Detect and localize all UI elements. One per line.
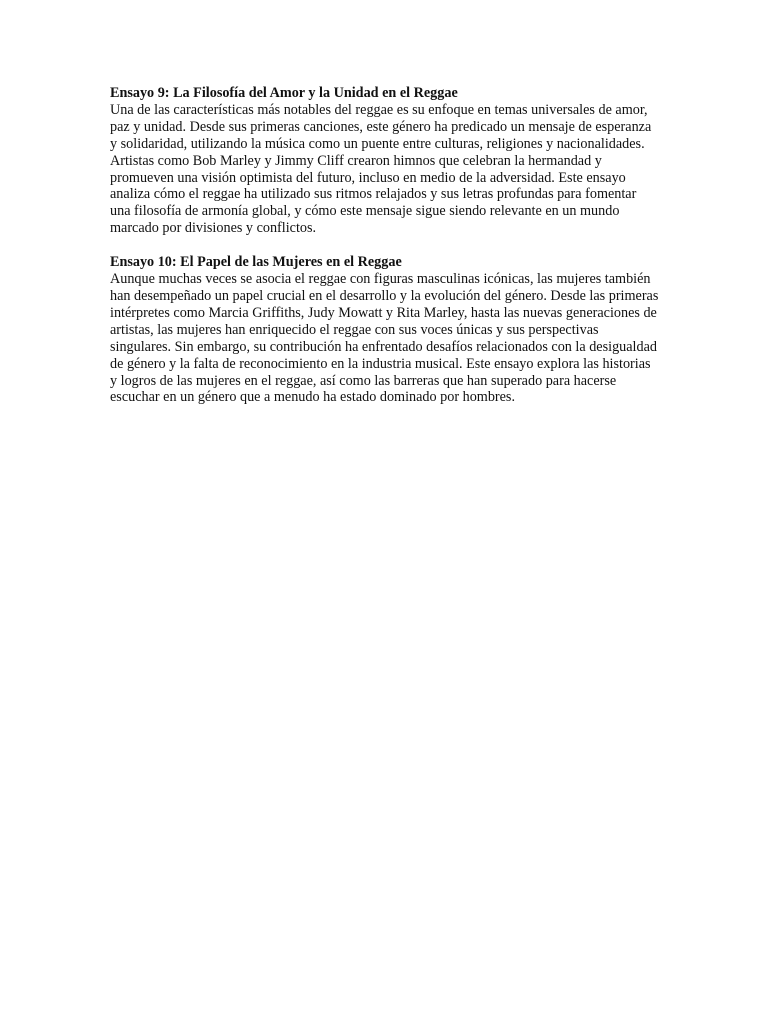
document-content bbox=[110, 85, 660, 406]
essay-title: Ensayo 9: La Filosofía del Amor y la Unidad en el Reggae bbox=[110, 85, 458, 101]
essay-section bbox=[110, 254, 660, 406]
essay-body: Aunque muchas veces se asocia el reggae con figuras masculinas icónicas, las mujeres también han desempeñado un papel crucial en el desarrollo y la evolución del género. Desde las primeras intérpretes como Marcia Griffiths, Judy Mowatt y Rita Marley, hasta las nuevas generaciones de artistas, las mujeres han enriquecido el reggae con sus voces únicas y sus perspectivas singulares. Sin embargo, su contribución ha enfrentado desafíos relacionados con la desigualdad de género y la falta de reconocimiento en la industria musical. Este ensayo explora las historias y logros de las mujeres en el reggae, así como las barreras que han superado para hacerse escuchar en un género que a menudo ha estado dominado por hombres. bbox=[110, 271, 659, 406]
essay-section bbox=[110, 85, 660, 237]
essay-title: Ensayo 10: El Papel de las Mujeres en el Reggae bbox=[110, 254, 402, 271]
essay-body: Una de las características más notables del reggae es su enfoque en temas universales de amor, paz y unidad. Desde sus primeras canciones, este género ha predicado un mensaje de esperanza y solidaridad, utilizando la música como un puente entre culturas, religiones y nacionalidades. Artistas como Bob Marley y Jimmy Cliff crearon himnos que celebran la hermandad y promueven una visión optimista del futuro, incluso en medio de la adversidad. Este ensayo analiza cómo el reggae ha utilizado sus ritmos relajados y sus letras profundas para fomentar una filosofía de armonía global, y cómo este mensaje sigue siendo relevante en un mundo marcado por divisiones y conflictos. bbox=[110, 101, 652, 237]
